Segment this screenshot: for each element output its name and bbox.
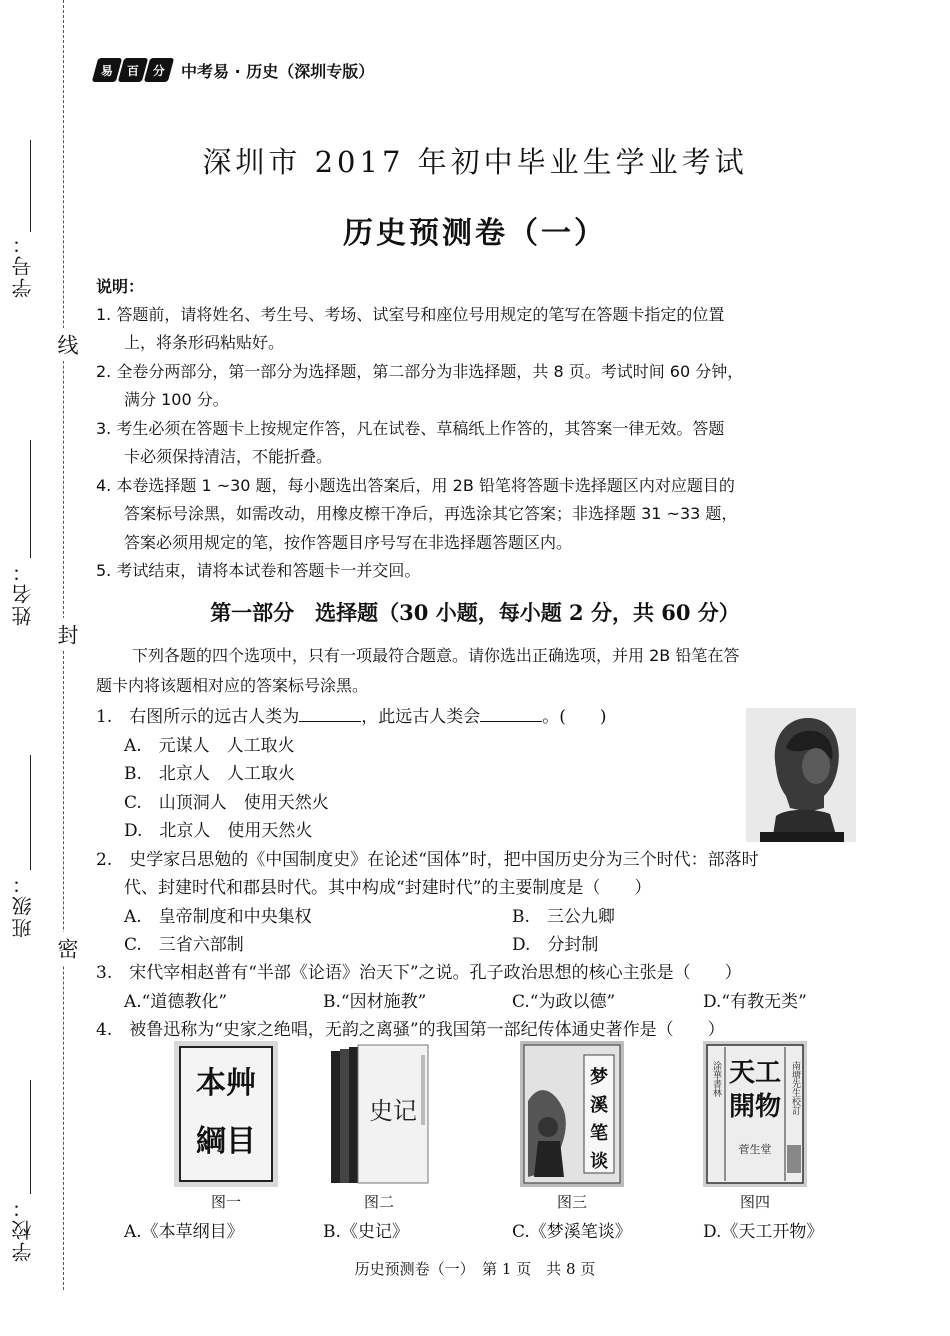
answer-blank [480, 707, 542, 722]
school-line [30, 1080, 31, 1194]
mengxi-bitan-cover-image [520, 1041, 624, 1187]
logo-chip-fen: 分 [144, 58, 174, 82]
figure-2-caption: 图二 [363, 1193, 394, 1211]
instruction-line: 5. 考试结束，请将本试卷和答题卡一并交回。 [96, 561, 421, 580]
figure-1-cover-title: 本艸 [196, 1066, 256, 1101]
instruction-line: 3. 考生必须在答题卡上按规定作答，凡在试卷、草稿纸上作答的，其答案一律无效。答题 [96, 419, 725, 438]
q2-option-c: C. 三省六部制 [124, 935, 244, 955]
q4-option-a: A.《本草纲目》 [124, 1222, 244, 1242]
series-name: 中考易 · 历史（深圳专版） [181, 61, 375, 81]
question-3-stem: 3. 宋代宰相赵普有“半部《论语》治天下”之说。孔子政治思想的核心主张是（ ） [96, 963, 742, 983]
svg-text:溪: 溪 [590, 1095, 608, 1116]
q2-option-d: D. 分封制 [512, 935, 599, 955]
q3-option-c: C.“为政以德” [512, 992, 616, 1012]
student-id-label: 学号： [11, 232, 35, 298]
svg-text:菅生堂: 菅生堂 [738, 1143, 772, 1156]
q4-option-c: C.《梦溪笔谈》 [512, 1222, 632, 1242]
page-footer: 历史预测卷（一） 第 1 页 共 8 页 [354, 1260, 596, 1278]
instruction-line: 答案标号涂黑，如需改动，用橡皮檫干净后，再选涂其它答案；非选择题 31 ~33 题， [124, 504, 738, 523]
class-label: 班级： [11, 872, 35, 938]
q4-option-d: D.《天工开物》 [703, 1222, 824, 1242]
question-2-stem: 代、封建时代和郡县时代。其中构成“封建时代”的主要制度是（ ） [124, 878, 652, 898]
svg-text:笔: 笔 [590, 1123, 608, 1144]
q3-option-a: A.“道德教化” [124, 992, 228, 1012]
svg-text:開物: 開物 [728, 1092, 782, 1122]
q1-option-a: A. 元谋人 人工取火 [124, 736, 295, 756]
svg-text:谈: 谈 [590, 1151, 608, 1172]
q4-option-b: B.《史记》 [323, 1222, 409, 1242]
instruction-line: 上，将条形码粘贴好。 [124, 333, 285, 352]
cut-mark-feng: 封 [52, 618, 82, 651]
bencao-gangmu-cover-image [174, 1041, 278, 1187]
instruction-line: 满分 100 分。 [124, 390, 229, 409]
instruction-line: 1. 答题前，请将姓名、考生号、考场、试室号和座位号用规定的笔写在答题卡指定的位置 [96, 305, 725, 324]
ancient-human-bust-image [746, 708, 856, 842]
svg-text:綱目: 綱目 [196, 1124, 256, 1159]
question-4-stem: 4. 被鲁迅称为“史家之绝唱，无韵之离骚”的我国第一部纪传体通史著作是（ ） [96, 1020, 725, 1040]
q3-option-b: B.“因材施教” [323, 992, 427, 1012]
logo-chip-bai: 百 [118, 58, 148, 82]
instruction-line: 卡必须保持清洁，不能折叠。 [124, 447, 333, 466]
svg-text:涂華書林: 涂華書林 [711, 1061, 721, 1097]
series-logo [95, 58, 374, 82]
figure-4-caption: 图四 [739, 1193, 770, 1211]
svg-text:南塘先生校訂: 南塘先生校訂 [790, 1061, 800, 1115]
section-intro: 下列各题的四个选项中，只有一项最符合题意。请你选出正确选项，并用 2B 铅笔在答 [132, 646, 740, 665]
paper-subtitle: 历史预测卷（一） [343, 216, 607, 251]
q2-option-b: B. 三公九卿 [512, 907, 615, 927]
name-label: 姓名： [11, 560, 35, 626]
instructions-heading: 说明： [96, 277, 145, 296]
shiji-cover-image [327, 1041, 431, 1187]
class-line [30, 755, 31, 870]
section-intro: 题卡内将该题相对应的答案标号涂黑。 [96, 676, 369, 695]
exam-title: 深圳市 2017 年初中毕业生学业考试 [202, 145, 748, 179]
figure-4-cover-title: 天工 [728, 1058, 782, 1088]
figure-3-caption: 图三 [556, 1193, 587, 1211]
figure-2-cover-title: 史记 [369, 1097, 417, 1125]
figure-3-cover-title: 梦 [590, 1067, 608, 1088]
logo-chip-yi: 易 [92, 58, 122, 82]
q1-option-d: D. 北京人 使用天然火 [124, 821, 313, 841]
q1-option-b: B. 北京人 人工取火 [124, 764, 295, 784]
answer-blank [299, 707, 361, 722]
q1-option-c: C. 山顶洞人 使用天然火 [124, 793, 329, 813]
instruction-line: 2. 全卷分两部分，第一部分为选择题，第二部分为非选择题，共 8 页。考试时间 60 分钟， [96, 362, 744, 381]
tiangong-kaiwu-cover-image [703, 1041, 807, 1187]
instruction-line: 答案必须用规定的笔，按作答题目序号写在非选择题答题区内。 [124, 533, 573, 552]
cut-mark-xian: 线 [52, 328, 82, 361]
figure-1-caption: 图一 [210, 1193, 241, 1211]
cut-mark-mi: 密 [52, 932, 82, 965]
name-line [30, 440, 31, 558]
q2-option-a: A. 皇帝制度和中央集权 [124, 907, 312, 927]
section-heading: 第一部分 选择题（30 小题，每小题 2 分，共 60 分） [210, 600, 740, 625]
instruction-line: 4. 本卷选择题 1 ~30 题，每小题选出答案后，用 2B 铅笔将答题卡选择题区内对应题目的 [96, 476, 735, 495]
q3-option-d: D.“有教无类” [703, 992, 807, 1012]
school-label: 学校： [11, 1196, 35, 1262]
question-2-stem: 2. 史学家吕思勉的《中国制度史》在论述“国体”时，把中国历史分为三个时代：部落时 [96, 850, 759, 870]
question-1-stem: 1. 右图所示的远古人类为 ，此远古人类会 。( ) [96, 707, 607, 727]
